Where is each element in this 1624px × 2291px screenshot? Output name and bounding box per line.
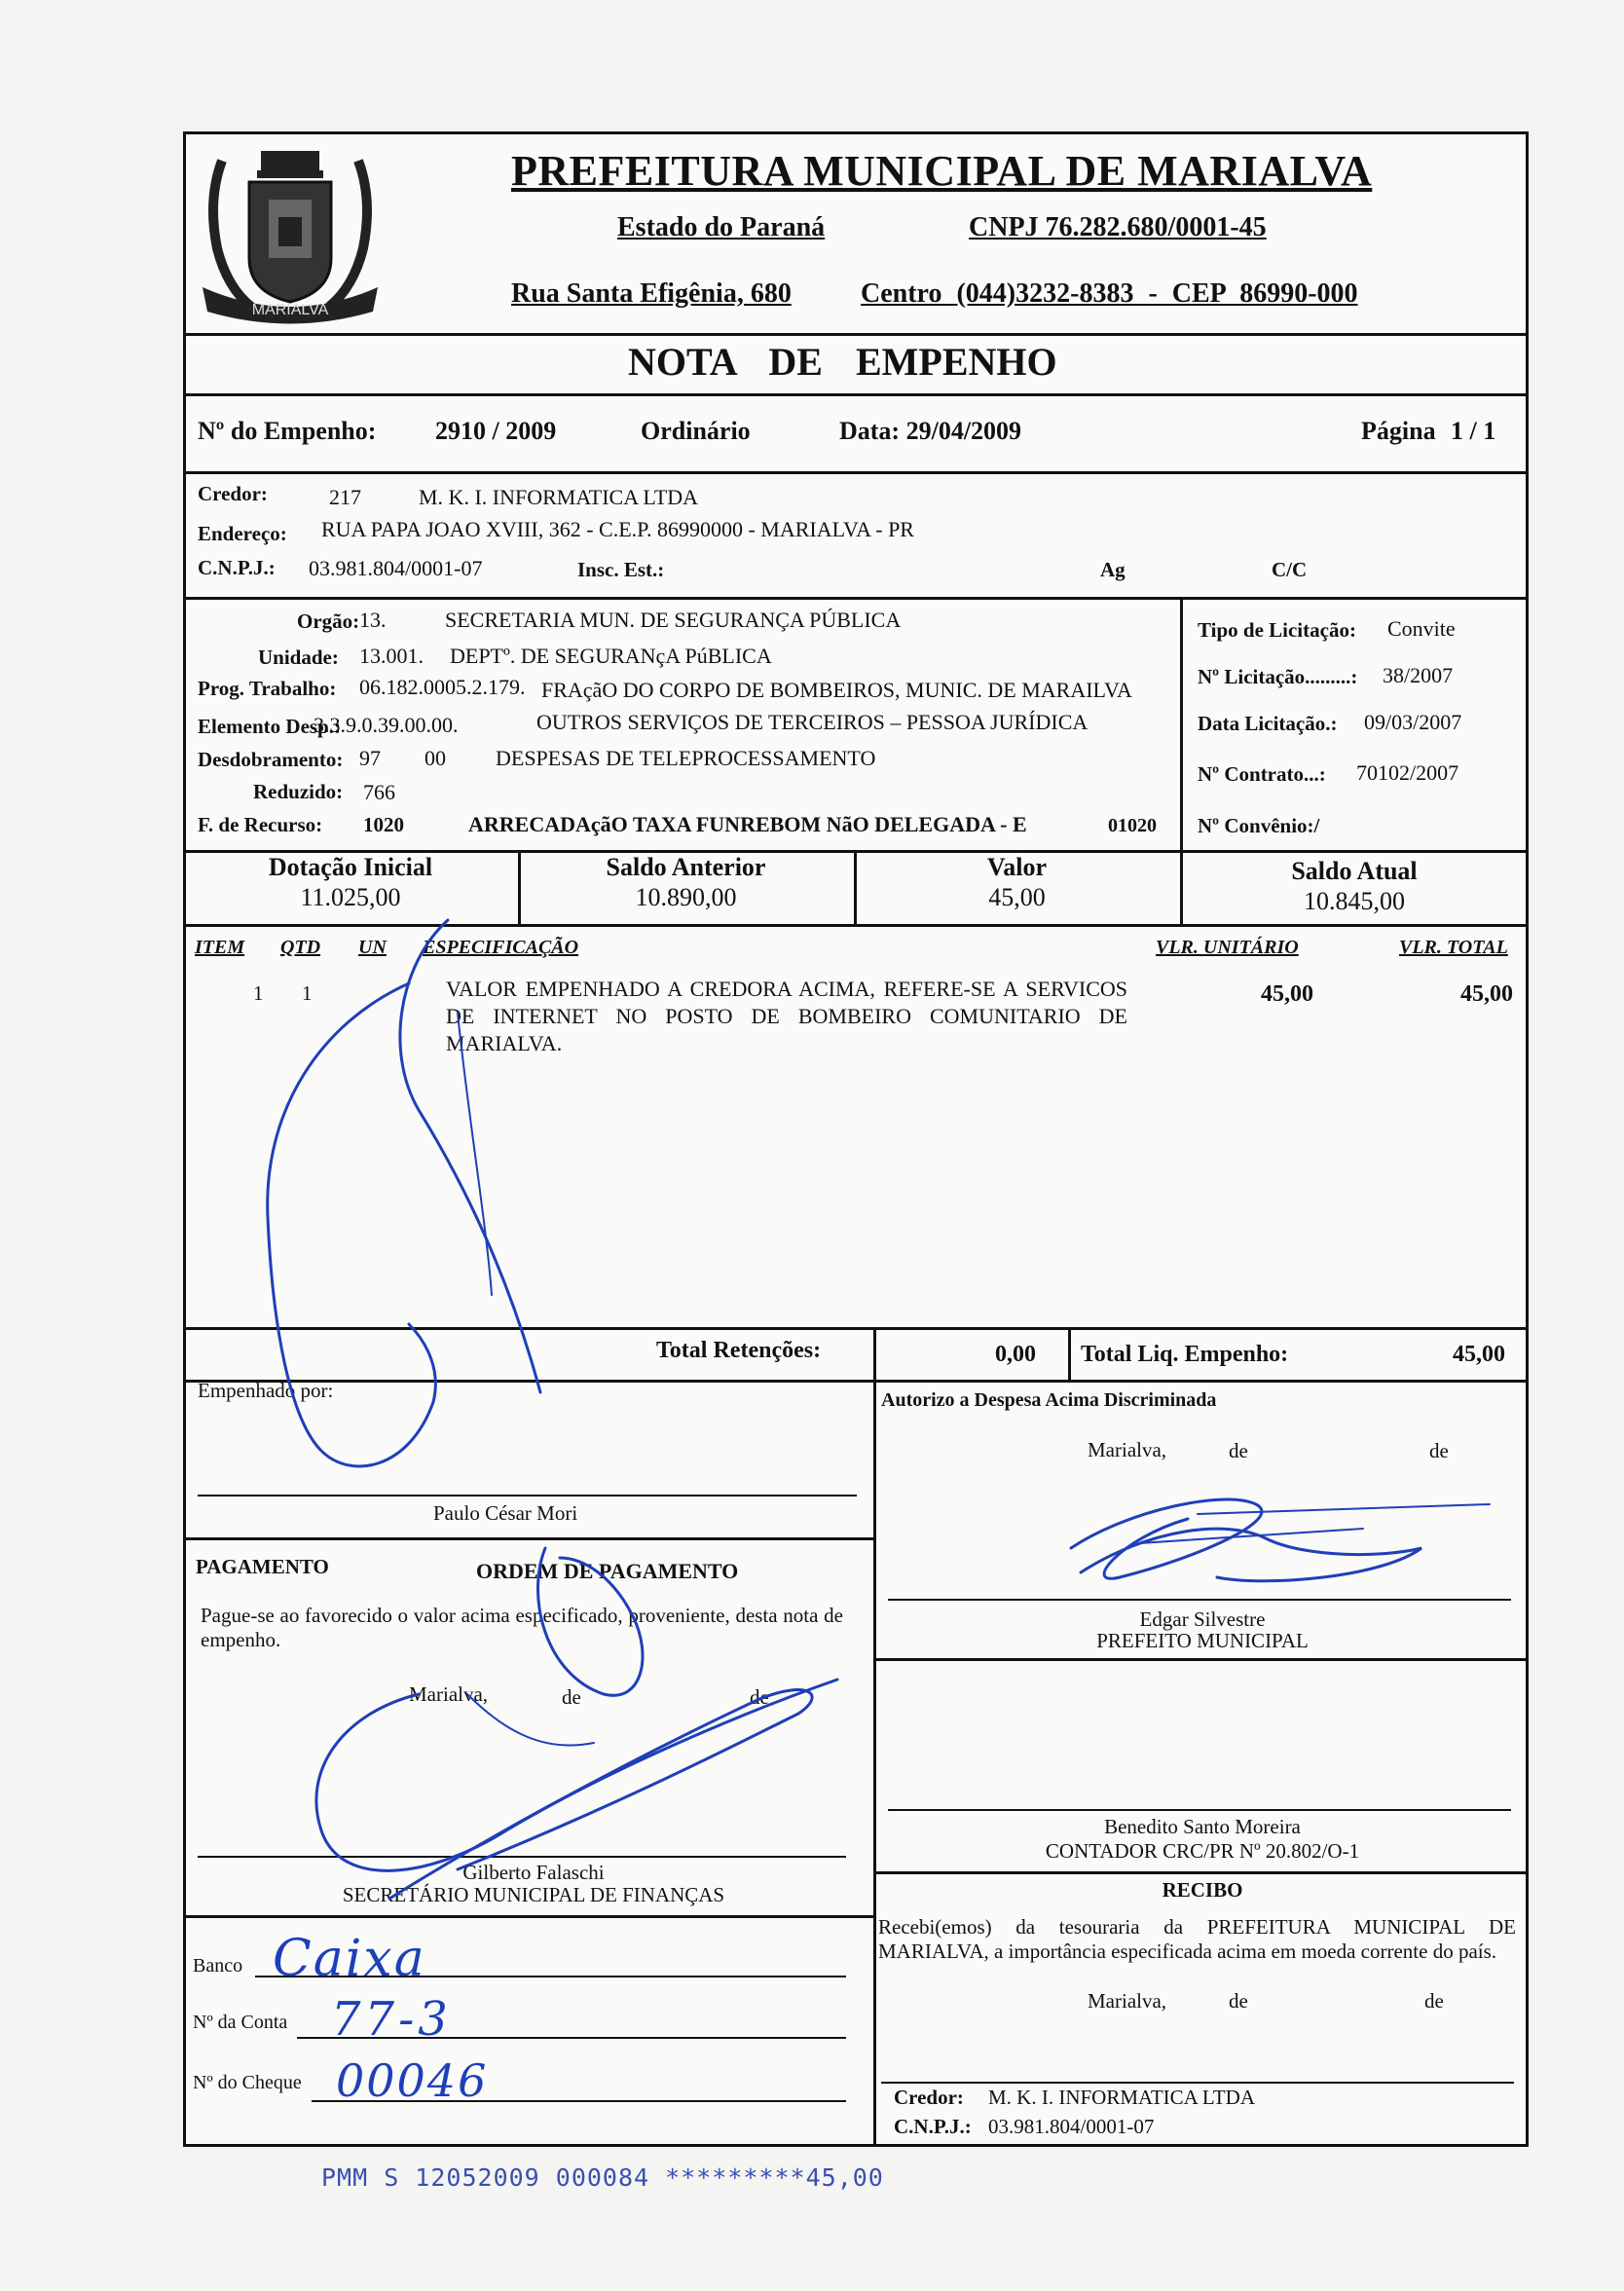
recibo-credor: M. K. I. INFORMATICA LTDA xyxy=(988,2086,1255,2109)
recurso-code: 1020 xyxy=(363,813,404,836)
saldo-atual-label: Saldo Atual xyxy=(1291,857,1418,885)
col-vlr-unitario: VLR. UNITÁRIO xyxy=(1156,937,1299,958)
prefeito-role: PREFEITO MUNICIPAL xyxy=(1096,1629,1309,1652)
empenho-number-label: Nº do Empenho: xyxy=(198,417,377,445)
prog-trabalho-label: Prog. Trabalho: xyxy=(198,677,337,700)
item-number: 1 xyxy=(253,981,264,1005)
contador-name: Benedito Santo Moreira xyxy=(1104,1815,1301,1838)
banco-handwritten: Caixa xyxy=(273,1930,426,1988)
pagamento-text: Pague-se ao favorecido o valor acima especificado, proveniente, desta nota de empenho. xyxy=(201,1604,843,1651)
credor-name: M. K. I. INFORMATICA LTDA xyxy=(419,485,699,509)
conta-label: Nº da Conta xyxy=(193,2012,288,2033)
col-un: UN xyxy=(358,937,387,958)
data-licitacao-label: Data Licitação.: xyxy=(1198,712,1338,735)
col-item: ITEM xyxy=(195,937,245,958)
credor-cnpj: 03.981.804/0001-07 xyxy=(309,556,483,580)
pagamento-label: PAGAMENTO xyxy=(196,1555,329,1578)
empenho-type: Ordinário xyxy=(641,417,751,445)
orgao-label: Orgão: xyxy=(297,610,360,633)
empenhado-por-name: Paulo César Mori xyxy=(433,1501,578,1525)
saldo-atual-value: 10.845,00 xyxy=(1304,887,1405,915)
credor-address: RUA PAPA JOAO XVIII, 362 - C.E.P. 86990000 - MARIALVA - PR xyxy=(321,517,914,541)
unidade-name: DEPTº. DE SEGURANçA PúBLICA xyxy=(450,644,772,668)
desdobramento-code: 97 xyxy=(359,746,381,770)
credor-code: 217 xyxy=(329,485,361,509)
page-label: Página xyxy=(1361,417,1436,445)
recibo-text: Recebi(emos) da tesouraria da PREFEITURA MUNICIPAL DE MARIALVA, a importância especificada acima em moeda corrente do país. xyxy=(878,1915,1516,1963)
recurso-number: 01020 xyxy=(1108,815,1157,836)
document-title: NOTA DE EMPENHO xyxy=(628,340,1057,384)
recibo-credor-label: Credor: xyxy=(894,2086,964,2109)
item-total-value: 45,00 xyxy=(1460,981,1513,1007)
elemento-code: 3.3.9.0.39.00.00. xyxy=(314,713,459,737)
valor-label: Valor xyxy=(986,853,1048,881)
col-qtd: QTD xyxy=(280,937,321,958)
municipal-crest xyxy=(193,141,388,331)
saldo-anterior-label: Saldo Anterior xyxy=(606,853,766,881)
num-licitacao-label: Nº Licitação.........: xyxy=(1198,665,1358,688)
total-retencoes-value: 0,00 xyxy=(995,1342,1036,1367)
municipality-title: PREFEITURA MUNICIPAL DE MARIALVA xyxy=(511,147,1373,195)
ordem-pagamento-label: ORDEM DE PAGAMENTO xyxy=(476,1559,739,1583)
cheque-label: Nº do Cheque xyxy=(193,2072,302,2093)
secretario-name: Gilberto Falaschi xyxy=(462,1861,605,1884)
recibo-city: Marialva, xyxy=(1088,1989,1167,2013)
reduzido-value: 766 xyxy=(363,780,395,804)
item-qtd: 1 xyxy=(302,981,313,1005)
endereco-label: Endereço: xyxy=(198,522,287,545)
pagamento-city: Marialva, xyxy=(409,1682,489,1706)
prog-trabalho-code: 06.182.0005.2.179. xyxy=(359,675,526,699)
contador-role: CONTADOR CRC/PR Nº 20.802/O-1 xyxy=(1045,1839,1360,1863)
autorizo-de-1: de xyxy=(1229,1439,1248,1462)
valor-value: 45,00 xyxy=(988,883,1046,911)
prog-trabalho-name: FRAçãO DO CORPO DE BOMBEIROS, MUNIC. DE MARAILVA xyxy=(541,678,1132,702)
municipality-contact: Centro (044)3232-8383 - CEP 86990-000 xyxy=(861,278,1358,309)
elemento-label: Elemento Desp.: xyxy=(198,715,341,738)
cc-label: C/C xyxy=(1272,558,1308,581)
municipality-address: Rua Santa Efigênia, 680 xyxy=(511,278,792,309)
state-name: Estado do Paraná xyxy=(617,212,826,242)
cheque-print-line: PMM S 12052009 000084 *********45,00 xyxy=(321,2163,884,2192)
saldo-anterior-value: 10.890,00 xyxy=(635,883,737,911)
orgao-code: 13. xyxy=(359,608,387,632)
col-especificacao: ESPECIFICAÇÃO xyxy=(423,937,579,958)
total-retencoes-label: Total Retenções: xyxy=(656,1338,822,1363)
desdobramento-sub: 00 xyxy=(424,746,446,770)
total-liq-label: Total Liq. Empenho: xyxy=(1081,1342,1289,1367)
dotacao-inicial-value: 11.025,00 xyxy=(300,883,401,911)
empenhado-por-label: Empenhado por: xyxy=(198,1379,334,1402)
contrato-number: 70102/2007 xyxy=(1356,760,1459,785)
page-number: 1 / 1 xyxy=(1451,417,1496,445)
item-specification: VALOR EMPENHADO A CREDORA ACIMA, REFERE-SE A SERVICOS DE INTERNET NO POSTO DE BOMBEIRO COMUNITARIO DE MARIALVA. xyxy=(446,977,1127,1055)
autorizo-label: Autorizo a Despesa Acima Discriminada xyxy=(881,1389,1217,1411)
recibo-cnpj-label: C.N.P.J.: xyxy=(894,2115,972,2138)
svg-text:MARIALVA: MARIALVA xyxy=(251,302,329,318)
autorizo-city: Marialva, xyxy=(1088,1438,1167,1461)
cheque-handwritten: 00046 xyxy=(336,2054,489,2107)
autorizo-de-2: de xyxy=(1429,1439,1449,1462)
reduzido-label: Reduzido: xyxy=(253,780,344,803)
insc-est-label: Insc. Est.: xyxy=(577,558,665,581)
desdobramento-label: Desdobramento: xyxy=(198,748,344,771)
credor-cnpj-label: C.N.P.J.: xyxy=(198,556,276,579)
recibo-de-1: de xyxy=(1229,1989,1248,2013)
dotacao-inicial-label: Dotação Inicial xyxy=(268,853,433,881)
pagamento-de-1: de xyxy=(562,1685,581,1709)
credor-label: Credor: xyxy=(198,482,268,505)
unidade-code: 13.001. xyxy=(359,644,424,668)
contrato-label: Nº Contrato...: xyxy=(1198,762,1326,786)
prefeito-name: Edgar Silvestre xyxy=(1139,1607,1266,1631)
unidade-label: Unidade: xyxy=(258,646,339,669)
item-unit-value: 45,00 xyxy=(1261,981,1313,1007)
ag-label: Ag xyxy=(1100,558,1126,581)
municipality-cnpj: CNPJ 76.282.680/0001-45 xyxy=(969,212,1267,242)
col-vlr-total: VLR. TOTAL xyxy=(1399,937,1508,958)
orgao-name: SECRETARIA MUN. DE SEGURANÇA PÚBLICA xyxy=(445,608,902,632)
empenho-number: 2910 / 2009 xyxy=(435,417,557,445)
secretario-role: SECRETÁRIO MUNICIPAL DE FINANÇAS xyxy=(342,1883,725,1906)
recibo-cnpj: 03.981.804/0001-07 xyxy=(988,2115,1155,2138)
pagamento-de-2: de xyxy=(750,1685,769,1709)
recurso-name: ARRECADAçãO TAXA FUNREBOM NãO DELEGADA - E xyxy=(468,812,1027,836)
desdobramento-name: DESPESAS DE TELEPROCESSAMENTO xyxy=(496,746,876,770)
conta-handwritten: 77-3 xyxy=(331,1992,452,2047)
convenio-label: Nº Convênio:/ xyxy=(1198,814,1320,837)
data-licitacao: 09/03/2007 xyxy=(1364,710,1462,734)
num-licitacao: 38/2007 xyxy=(1383,663,1454,687)
recurso-label: F. de Recurso: xyxy=(198,813,323,836)
tipo-licitacao-label: Tipo de Licitação: xyxy=(1198,618,1356,642)
total-liq-value: 45,00 xyxy=(1453,1342,1505,1367)
elemento-name: OUTROS SERVIÇOS DE TERCEIROS – PESSOA JURÍDICA xyxy=(536,710,1089,734)
recibo-de-2: de xyxy=(1424,1989,1444,2013)
recibo-title: RECIBO xyxy=(1162,1878,1243,1902)
tipo-licitacao: Convite xyxy=(1387,616,1456,641)
empenho-date: Data: 29/04/2009 xyxy=(839,417,1022,445)
banco-label: Banco xyxy=(193,1955,243,1977)
